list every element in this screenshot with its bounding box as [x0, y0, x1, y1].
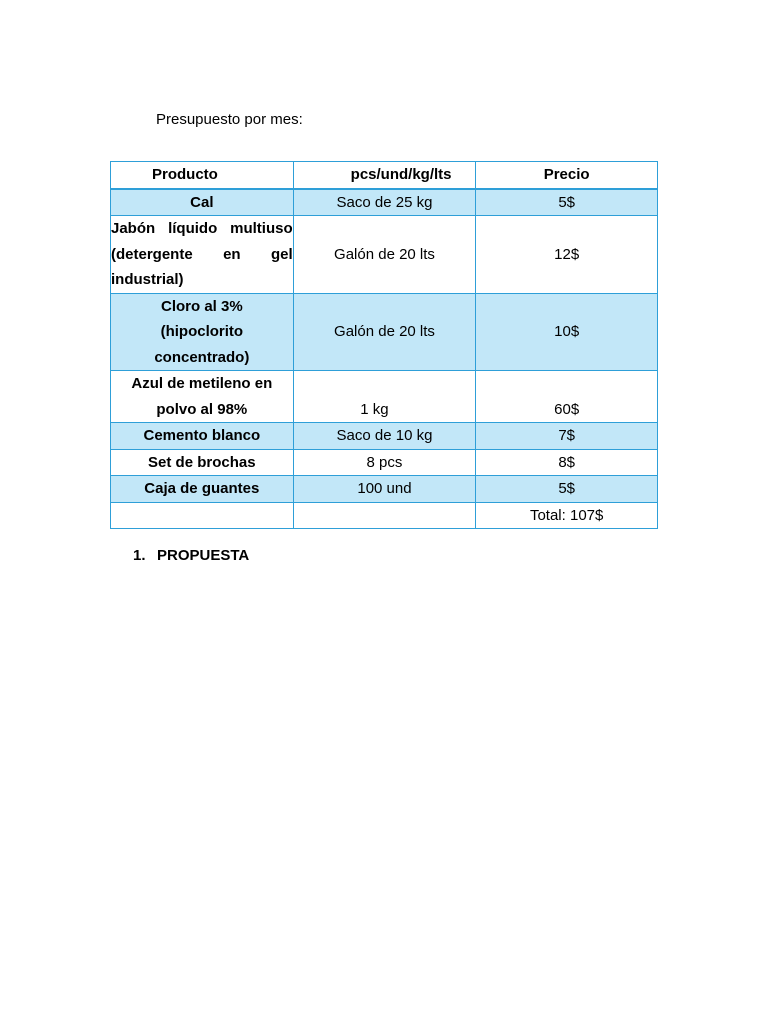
product-unit: Saco de 25 kg	[293, 189, 476, 216]
intro-text: Presupuesto por mes:	[156, 111, 303, 128]
section-number: 1.	[133, 547, 146, 564]
table-row	[111, 293, 658, 371]
product-unit: Saco de 10 kg	[293, 423, 476, 450]
product-unit: 1 kg	[293, 371, 476, 423]
section-heading	[133, 547, 249, 564]
product-price: 12$	[476, 216, 658, 294]
product-name: Cemento blanco	[111, 423, 294, 450]
table-row	[111, 449, 658, 476]
table-row	[111, 189, 658, 216]
product-name: Jabón líquido multiuso (detergente en gel industrial)	[111, 216, 294, 294]
product-price: 5$	[476, 476, 658, 503]
header-precio: Precio	[476, 162, 658, 189]
product-price: 7$	[476, 423, 658, 450]
product-unit: 100 und	[293, 476, 476, 503]
budget-table	[110, 161, 658, 529]
total-price: Total: 107$	[476, 502, 658, 529]
table-row	[111, 371, 658, 423]
header-producto: Producto	[111, 162, 294, 189]
product-price: 8$	[476, 449, 658, 476]
product-unit: 8 pcs	[293, 449, 476, 476]
empty-cell	[111, 502, 294, 529]
product-name: Set de brochas	[111, 449, 294, 476]
header-unidad: pcs/und/kg/lts	[293, 162, 476, 189]
product-name: Azul de metileno en polvo al 98%	[111, 371, 294, 423]
table-row	[111, 216, 658, 294]
product-name: Cloro al 3% (hipoclorito concentrado)	[111, 293, 294, 371]
section-title: PROPUESTA	[157, 547, 250, 564]
product-unit: Galón de 20 lts	[293, 293, 476, 371]
product-name: Caja de guantes	[111, 476, 294, 503]
product-unit: Galón de 20 lts	[293, 216, 476, 294]
table-row	[111, 476, 658, 503]
product-price: 5$	[476, 189, 658, 216]
product-name: Cal	[111, 189, 294, 216]
table-total-row	[111, 502, 658, 529]
product-price: 60$	[476, 371, 658, 423]
table-row	[111, 423, 658, 450]
table-header-row	[111, 162, 658, 189]
product-price: 10$	[476, 293, 658, 371]
empty-cell	[293, 502, 476, 529]
